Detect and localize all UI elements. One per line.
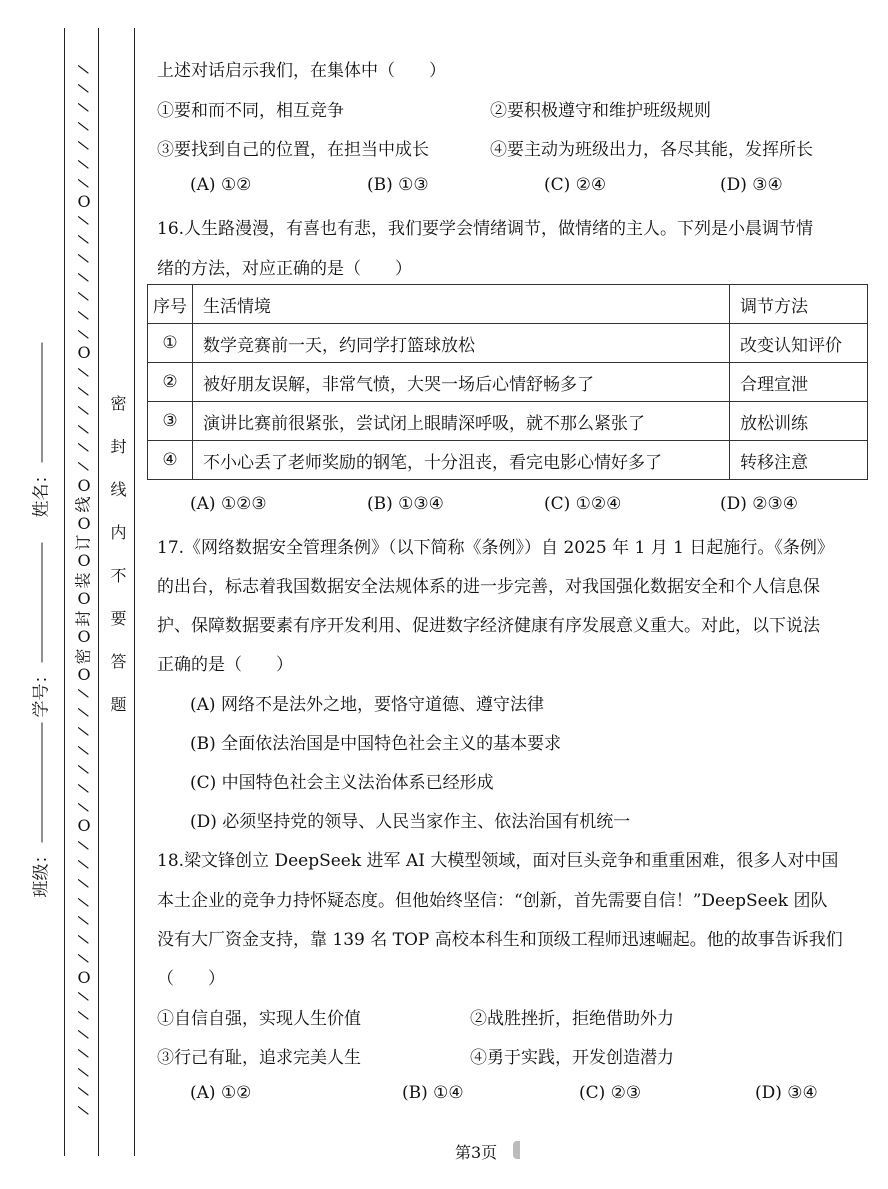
- seal-dash: /: [74, 442, 93, 454]
- q15-choice-c[interactable]: (C) ②④: [544, 175, 607, 195]
- q15-option-3: ③要找到自己的位置，在担当中成长: [157, 140, 429, 160]
- q18-option-3: ③行己有耻，追求完美人生: [157, 1048, 361, 1068]
- table-cell: 放松训练: [730, 402, 868, 441]
- seal-circle: O: [77, 664, 91, 684]
- seal-dash: /: [74, 1009, 93, 1021]
- seal-dash: /: [74, 461, 93, 473]
- q16-choice-d[interactable]: (D) ②③④: [720, 494, 799, 514]
- q16-choice-c[interactable]: (C) ①②④: [544, 494, 622, 514]
- q16-choice-a[interactable]: (A) ①②③: [190, 494, 267, 514]
- q18-option-4: ④勇于实践，开发创造潜力: [470, 1048, 674, 1068]
- table-header-row: [148, 285, 868, 324]
- seal-char: 装: [73, 572, 93, 589]
- table-cell: 数学竞赛前一天，约同学打篮球放松: [193, 324, 730, 363]
- student-id-field[interactable]: [27, 548, 52, 718]
- seal-dash: /: [74, 934, 93, 946]
- name-label: 姓名：: [31, 466, 52, 518]
- seal-dash: /: [74, 991, 93, 1002]
- seal-circle: O: [77, 816, 91, 836]
- seal-dash: /: [74, 404, 93, 416]
- table-header: 生活情境: [193, 285, 730, 324]
- seal-notice: [107, 395, 127, 739]
- table-header: 调节方法: [730, 285, 868, 324]
- q16-stem-line-1: 16.人生路漫漫，有喜也有悲，我们要学会情绪调节，做情绪的主人。下列是小晨调节情: [157, 219, 814, 239]
- q18-stem-line-1: 18.梁文锋创立 DeepSeek 进军 AI 大模型领域，面对巨头竞争和重重困难，很多人对中国: [157, 851, 839, 871]
- q18-option-1: ①自信自强，实现人生价值: [157, 1009, 361, 1029]
- table-cell: ③: [148, 402, 193, 441]
- table-cell: 合理宣泄: [730, 363, 868, 402]
- q18-option-2: ②战胜挫折，拒绝借助外力: [470, 1009, 674, 1029]
- seal-dash: /: [74, 1047, 93, 1059]
- table-cell: 改变认知评价: [730, 324, 868, 363]
- seal-char: 密: [73, 648, 93, 665]
- table-cell: 转移注意: [730, 441, 868, 480]
- seal-dash: /: [74, 915, 93, 927]
- name-field[interactable]: [27, 348, 52, 518]
- q15-option-1: ①要和而不同，相互竞争: [157, 101, 344, 121]
- q16-choice-b[interactable]: (B) ①③④: [367, 494, 444, 514]
- binding-line-3: [134, 28, 135, 1156]
- seal-dash: /: [74, 423, 93, 435]
- q15-choice-d[interactable]: (D) ③④: [720, 175, 783, 195]
- q15-option-2: ②要积极遵守和维护班级规则: [490, 101, 711, 121]
- seal-circle: O: [77, 627, 91, 647]
- seal-circle: O: [77, 343, 91, 363]
- class-field[interactable]: [27, 728, 52, 898]
- name-underline: [42, 343, 43, 463]
- seal-notice-text: 密封线内不要答题: [108, 395, 127, 739]
- seal-dash: /: [74, 745, 93, 756]
- q18-stem-line-2: 本土企业的竞争力持怀疑态度。但他始终坚信：“创新，首先需要自信！”DeepSeek 团队: [157, 891, 828, 911]
- seal-dash: /: [74, 1028, 93, 1040]
- seal-dash: /: [74, 839, 93, 851]
- seal-dash: /: [74, 158, 93, 170]
- table-row: [148, 324, 868, 363]
- class-underline: [42, 723, 43, 843]
- seal-dash: /: [74, 1085, 93, 1097]
- seal-circle: O: [77, 551, 91, 571]
- q18-stem-line-4: （ ）: [157, 969, 225, 989]
- seal-char: 线: [73, 496, 93, 513]
- q17-stem-line-1: 17.《网络数据安全管理条例》（以下简称《条例》）自 2025 年 1 月 1 日起施行。《条例》: [157, 538, 834, 558]
- q17-stem-line-2: 的出台，标志着我国数据安全法规体系的进一步完善，对我国强化数据安全和个人信息保: [157, 577, 820, 597]
- table-row: [148, 402, 868, 441]
- seal-dash: /: [74, 1104, 93, 1116]
- q17-option-a[interactable]: (A) 网络不是法外之地，要恪守道德、遵守法律: [190, 695, 544, 715]
- seal-dash: /: [74, 688, 93, 700]
- table-row: [148, 441, 868, 480]
- seal-dash: /: [74, 253, 93, 264]
- seal-dash: /: [74, 328, 93, 340]
- seal-dash: /: [74, 896, 93, 908]
- seal-dash: /: [74, 1066, 93, 1078]
- seal-dash: /: [74, 801, 93, 813]
- seal-circle: O: [77, 513, 91, 533]
- seal-dash: /: [74, 726, 93, 738]
- q17-option-c[interactable]: (C) 中国特色社会主义法治体系已经形成: [190, 773, 494, 793]
- seal-circle: O: [77, 589, 91, 609]
- q16-stem-line-2: 绪的方法，对应正确的是（ ）: [157, 259, 412, 279]
- student-id-underline: [42, 543, 43, 663]
- seal-dash: /: [74, 385, 93, 397]
- q18-choice-c[interactable]: (C) ②③: [579, 1083, 642, 1103]
- page-number: 第3页: [455, 1143, 498, 1162]
- binding-line-1: [64, 28, 65, 1156]
- seal-dash: /: [74, 177, 93, 189]
- seal-dash: /: [74, 877, 93, 889]
- table-row: [148, 363, 868, 402]
- table-cell: 被好朋友误解，非常气愤，大哭一场后心情舒畅多了: [193, 363, 730, 402]
- q18-choice-d[interactable]: (D) ③④: [755, 1083, 818, 1103]
- seal-dash: /: [74, 82, 93, 94]
- class-label: 班级：: [31, 846, 52, 898]
- seal-circle: O: [77, 475, 91, 495]
- q17-option-b[interactable]: (B) 全面依法治国是中国特色社会主义的基本要求: [190, 734, 562, 754]
- seal-dash: /: [74, 707, 93, 719]
- seal-line-column: [74, 60, 94, 1120]
- q17-stem-line-4: 正确的是（ ）: [157, 655, 293, 675]
- q18-stem-line-3: 没有大厂资金支持，靠 139 名 TOP 高校本科生和顶级工程师迅速崛起。他的故事告诉我们: [157, 930, 843, 950]
- seal-dash: /: [74, 366, 93, 378]
- student-id-label: 学号：: [31, 666, 52, 718]
- q18-choice-b[interactable]: (B) ①④: [402, 1083, 464, 1103]
- seal-dash: /: [74, 63, 93, 75]
- table-cell: ①: [148, 324, 193, 363]
- page-edge-mark: [513, 1141, 520, 1159]
- seal-dash: /: [74, 309, 93, 321]
- binding-line-2: [98, 28, 99, 1156]
- q15-option-4: ④要主动为班级出力，各尽其能，发挥所长: [490, 140, 813, 160]
- q15-stem: 上述对话启示我们，在集体中（ ）: [157, 61, 446, 81]
- table-cell: 不小心丢了老师奖励的钢笔，十分沮丧，看完电影心情好多了: [193, 441, 730, 480]
- q18-choice-a[interactable]: (A) ①②: [190, 1083, 252, 1103]
- seal-dash: /: [74, 234, 93, 246]
- q17-option-d[interactable]: (D) 必须坚持党的领导、人民当家作主、依法治国有机统一: [190, 812, 631, 832]
- table-header: 序号: [148, 285, 193, 324]
- seal-dash: /: [74, 271, 93, 283]
- q15-choice-b[interactable]: (B) ①③: [367, 175, 429, 195]
- table-cell: ②: [148, 363, 193, 402]
- seal-dash: /: [74, 120, 93, 132]
- seal-dash: /: [74, 763, 93, 775]
- seal-dash: /: [74, 101, 93, 113]
- q17-stem-line-3: 护、保障数据要素有序开发利用、促进数字经济健康有序发展意义重大。对此，以下说法: [157, 616, 820, 636]
- seal-dash: /: [74, 858, 93, 870]
- table-cell: 演讲比赛前很紧张，尝试闭上眼睛深呼吸，就不那么紧张了: [193, 402, 730, 441]
- seal-dash: /: [74, 215, 93, 227]
- q16-table: [147, 284, 868, 480]
- seal-dash: /: [74, 139, 93, 151]
- seal-dash: /: [74, 290, 93, 302]
- q15-choice-a[interactable]: (A) ①②: [190, 175, 252, 195]
- table-cell: ④: [148, 441, 193, 480]
- seal-circle: O: [77, 967, 91, 987]
- seal-char: 订: [73, 534, 93, 551]
- seal-dash: /: [74, 782, 93, 794]
- seal-circle: O: [77, 191, 91, 211]
- seal-char: 封: [73, 610, 93, 627]
- page-content: [153, 0, 869, 1189]
- seal-dash: /: [74, 953, 93, 965]
